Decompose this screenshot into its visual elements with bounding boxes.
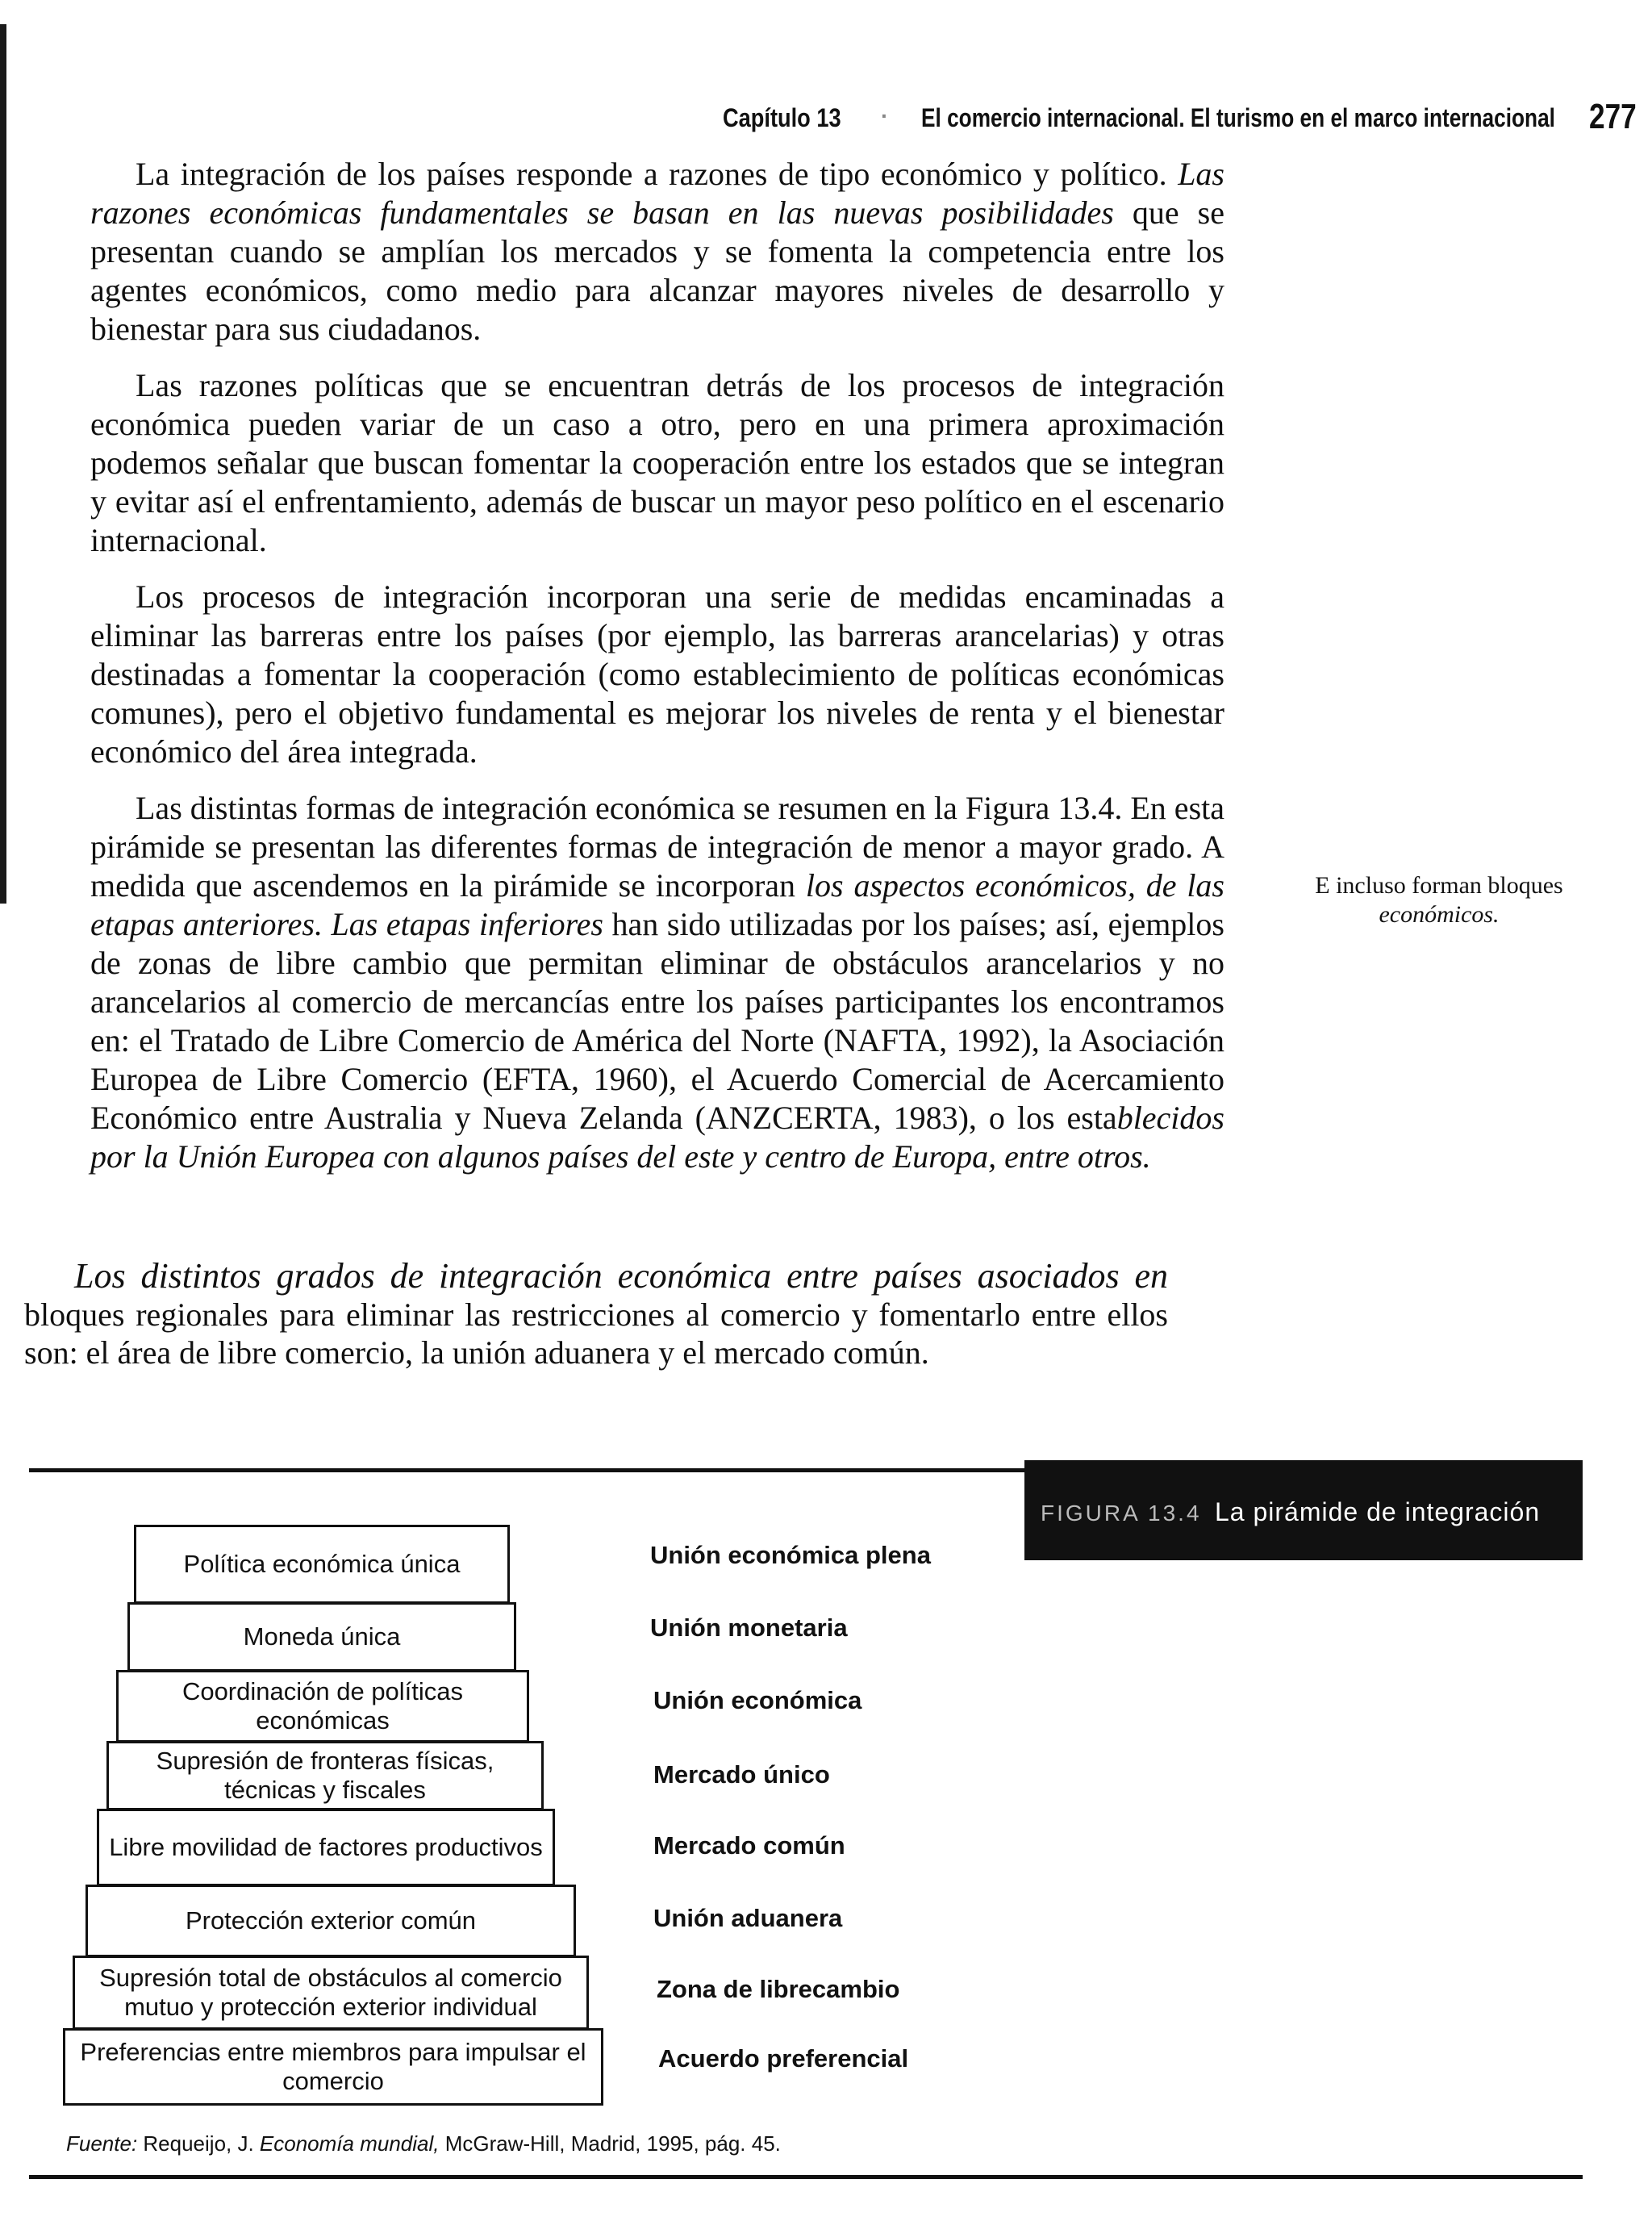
figure-banner bbox=[1024, 1460, 1583, 1560]
paragraph-3: Los procesos de integración incorporan una serie de medidas encaminadas a eliminar las barreras entre los países (por ejemplo, las barreras arancelarias) y otras destinadas a fomentar la cooperación (como establecimiento de políticas económicas comunes), pero el objetivo fundamental es mejorar los niveles de renta y el bienestar económico del área integrada. bbox=[90, 578, 1224, 770]
stage-label-4: Mercado único bbox=[653, 1760, 830, 1789]
pyramid-level-8: Preferencias entre miembros para impulsar el comercio bbox=[63, 2028, 603, 2106]
stage-label-7: Zona de librecambio bbox=[657, 1975, 900, 2003]
figure-title: La pirámide de integración bbox=[1215, 1497, 1541, 1526]
chapter-label: Capítulo 13 bbox=[723, 103, 841, 132]
stage-label-8: Acuerdo preferencial bbox=[658, 2044, 909, 2073]
pyramid-level-3: Coordinación de políticas económicas bbox=[116, 1670, 529, 1743]
pyramid-level-6: Protección exterior común bbox=[86, 1885, 576, 1957]
margin-note: E incluso forman bloques económicos. bbox=[1315, 872, 1563, 928]
pyramid-level-1: Política económica única bbox=[134, 1525, 510, 1604]
page-binding-edge bbox=[0, 24, 6, 904]
figure-bottom-rule bbox=[29, 2175, 1583, 2179]
paragraph-1: La integración de los países responde a razones de tipo económico y político. Las razones económicas fundamentales se basan en las nuevas posibilidades que se presentan cuando se amplían los mercados y se fomenta la competencia entre los agentes económicos, como medio para alcanzar mayores niveles de desarrollo y bienestar para sus ciudadanos. bbox=[90, 156, 1224, 347]
stage-label-3: Unión económica bbox=[653, 1686, 862, 1714]
figure-source: Fuente: Requeijo, J. Economía mundial, McGraw-Hill, Madrid, 1995, pág. 45. bbox=[66, 2131, 781, 2156]
running-title: El comercio internacional. El turismo en el marco internacional bbox=[921, 103, 1555, 132]
pyramid-level-7: Supresión total de obstáculos al comercio mutuo y protección exterior individual bbox=[73, 1956, 589, 2030]
stage-label-5: Mercado común bbox=[653, 1831, 845, 1860]
pyramid-level-4: Supresión de fronteras físicas, técnicas y fiscales bbox=[106, 1741, 544, 1810]
paragraph-2: Las razones políticas que se encuentran detrás de los procesos de integración económica pueden variar de un caso a otro, pero en una primera aproximación podemos señalar que buscan fomentar la cooperación entre los estados que se integran y evitar así el enfrentamiento, además de buscar un mayor peso político en el escenario internacional. bbox=[90, 367, 1224, 558]
stage-label-6: Unión aduanera bbox=[653, 1904, 843, 1932]
summary-statement: Los distintos grados de integración económica entre países asociados en bloques regionales para eliminar las restricciones al comercio y fomentarlo entre ellos son: el área de libre comercio, la unión aduanera y el mercado común. bbox=[24, 1256, 1168, 1371]
pyramid-level-2: Moneda única bbox=[127, 1602, 516, 1672]
header-separator: · bbox=[881, 103, 889, 128]
paragraph-4: Las distintas formas de integración económica se resumen en la Figura 13.4. En esta pirámide se presentan las diferentes formas de integración de menor a mayor grado. A medida que ascendemos en la pirámide se incorporan los aspectos económicos, de las etapas anteriores. Las etapas inferiores han sido utilizadas por los países; así, ejemplos de zonas de libre cambio que permitan eliminar de obstáculos arancelarios y no arancelarios al comercio de mercancías entre los países participantes los encontramos en: el Tratado de Libre Comercio de América del Norte (NAFTA, 1992), la Asociación Europea de Libre Comercio (EFTA, 1960), el Acuerdo Comercial de Acercamiento Económico entre Australia y Nueva Zelanda (ANZCERTA, 1983), o los establecidos por la Unión Europea con algunos países del este y centro de Europa, entre otros. bbox=[90, 790, 1224, 1175]
stage-label-2: Unión monetaria bbox=[650, 1613, 848, 1642]
page-number: 277 bbox=[1589, 97, 1637, 136]
stage-label-1: Unión económica plena bbox=[650, 1541, 931, 1569]
pyramid-level-5: Libre movilidad de factores productivos bbox=[97, 1809, 555, 1886]
body-text bbox=[90, 155, 1224, 1194]
figure-label: FIGURA 13.4 bbox=[1041, 1501, 1202, 1526]
running-header bbox=[702, 95, 1644, 144]
